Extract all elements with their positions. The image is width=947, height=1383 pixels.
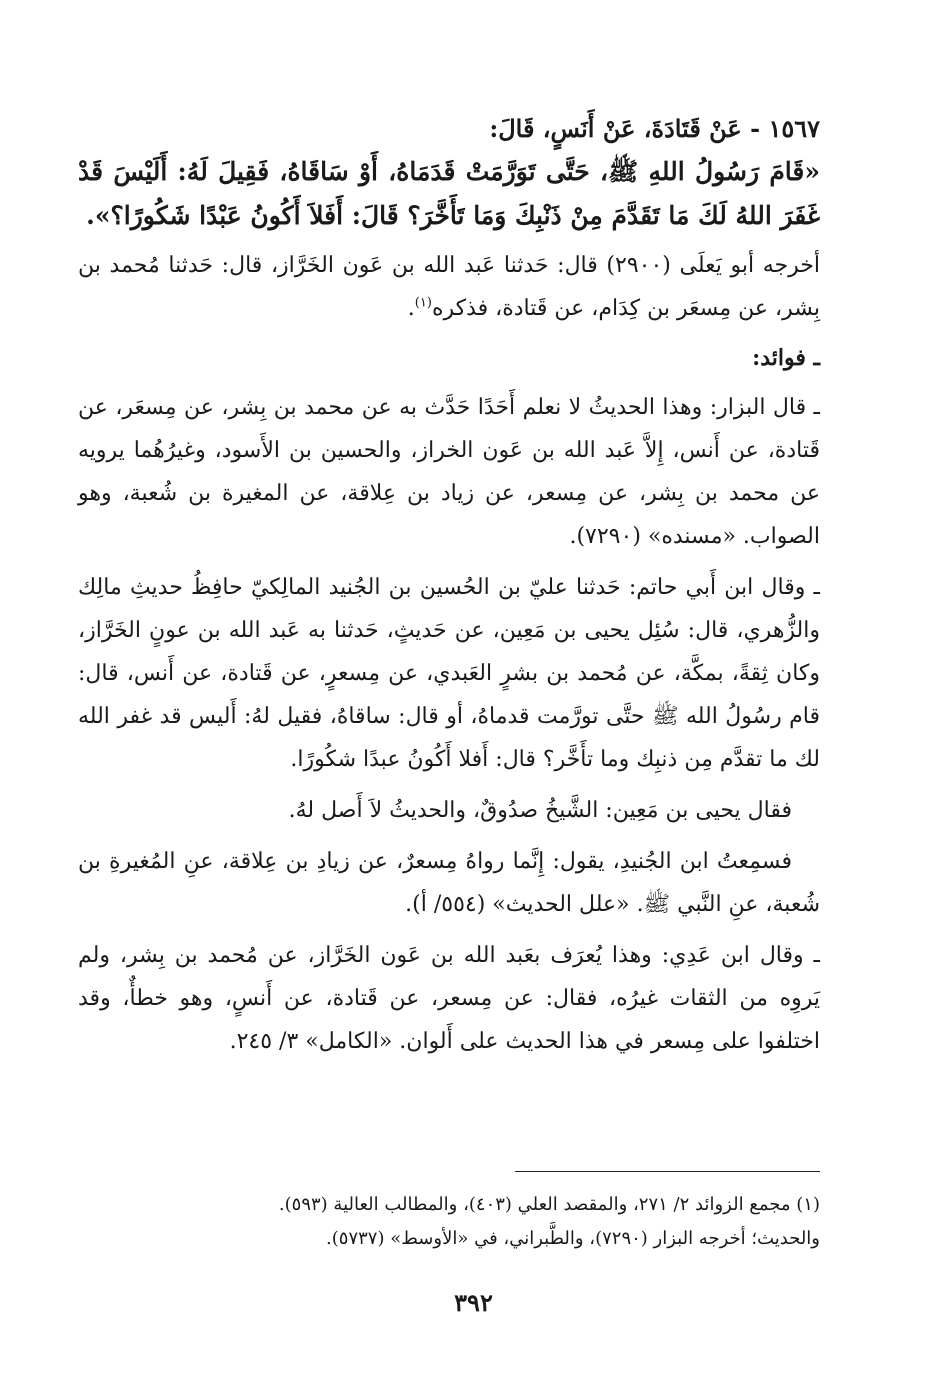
fawaid-heading: ـ فوائد: — [752, 345, 820, 371]
page-number: ٣٩٢ — [454, 1288, 493, 1317]
abi-hatim-paragraph: ـ وقال ابن أَبي حاتم: حَدثنا عليّ بن الحُسين بن الجُنيد المالِكيّ حافِظُ حديثِ مالِك والزُّهري، قال: سُئِل يحيى بن مَعِين، عن حَديثٍ، حَدثنا به عَبد الله بن عونٍ الخَرَّاز، وكان ثِقةً، بمكَّة، عن مُحمد بن بشرٍ العَبدي، عن مِسعرٍ، عن قَتادة، عن أَنس، قال: قام رسُولُ الله ﷺ حتَّى تورَّمت قدماهُ، أو قال: ساقاهُ، فقيل لهُ: أَليس قد غفر الله لك ما تقدَّم مِن ذنبِك وما تأَخَّر؟ قال: أَفلا أَكُونُ عبدًا شكُورًا. — [78, 575, 820, 772]
footnotes — [78, 1188, 820, 1256]
footnote-divider — [515, 1171, 820, 1172]
ibn-junayd-paragraph: فسمِعتُ ابن الجُنيدِ، يقول: إِنَّما رواهُ مِسعرٌ، عن زيادِ بن عِلاقة، عنِ المُغيرةِ بن شُعبة، عنِ النَّبي ﷺ. «علل الحديث» (٥٥٤/ أ). — [78, 849, 820, 917]
takhrij-paragraph — [78, 244, 820, 330]
ibn-maeen-paragraph: فقال يحيى بن مَعِين: الشَّيخُ صدُوقٌ، والحديثُ لاَ أَصل لهُ. — [288, 798, 792, 823]
footnote-1-continued: والحديث؛ أخرجه البزار (٧٢٩٠)، والطَّبراني، في «الأوسط» (٥٧٣٧). — [326, 1228, 820, 1249]
takhrij-end: . — [407, 296, 415, 321]
takhrij-text: أخرجه أبو يَعلَى (٢٩٠٠) قال: حَدثنا عَبد الله بن عَون الخَرَّاز، قال: حَدثنا مُحمد بن بِشر، عن مِسعَر بن كِدَام، عن قَتادة، فذكره — [78, 253, 820, 321]
hadith-text: «قَامَ رَسُولُ اللهِ ﷺ، حَتَّى تَوَرَّمَتْ قَدَمَاهُ، أَوْ سَاقَاهُ، فَقِيلَ لَهُ: أَلَيْسَ قَدْ غَفَرَ اللهُ لَكَ مَا تَقَدَّمَ مِنْ ذَنْبِكَ وَمَا تَأَخَّرَ؟ قَالَ: أَفَلاَ أَكُونُ عَبْدًا شَكُورًا؟». — [78, 157, 820, 230]
page-body — [78, 108, 820, 1071]
footnote-1: (١) مجمع الزوائد ٢/ ٢٧١، والمقصد العلي (٤٠٣)، والمطالب العالية (٥٩٣). — [278, 1194, 820, 1215]
ibn-adi-paragraph: ـ وقال ابن عَدِي: وهذا يُعرَف بعَبد الله بن عَون الخَرَّاز، عن مُحمد بن بِشر، ولم يَروِه من الثقات غيرُه، فقال: عن مِسعر، عن قَتادة، عن أَنسٍ، وهو خطأٌ، وقد اختلفوا على مِسعر في هذا الحديث على أَلوان. «الكامل» ٣/ ٢٤٥. — [78, 943, 820, 1054]
footnote-ref[interactable]: (١) — [414, 295, 432, 311]
hadith-header: ١٥٦٧ - عَنْ قَتَادَةَ، عَنْ أَنَسٍ، قَالَ: — [489, 114, 820, 143]
bazzar-paragraph: ـ قال البزار: وهذا الحديثُ لا نعلم أَحَدًا حَدَّث به عن محمد بن بِشر، عن مِسعَر، عن قَتادة، عن أَنس، إِلاَّ عَبد الله بن عَون الخراز، والحسين بن الأَسود، وغيرُهُما يرويه عن محمد بن بِشر، عن مِسعر، عن زياد بن عِلاقة، عن المغيرة بن شُعبة، وهو الصواب. «مسنده» (٧٢٩٠). — [78, 395, 820, 549]
